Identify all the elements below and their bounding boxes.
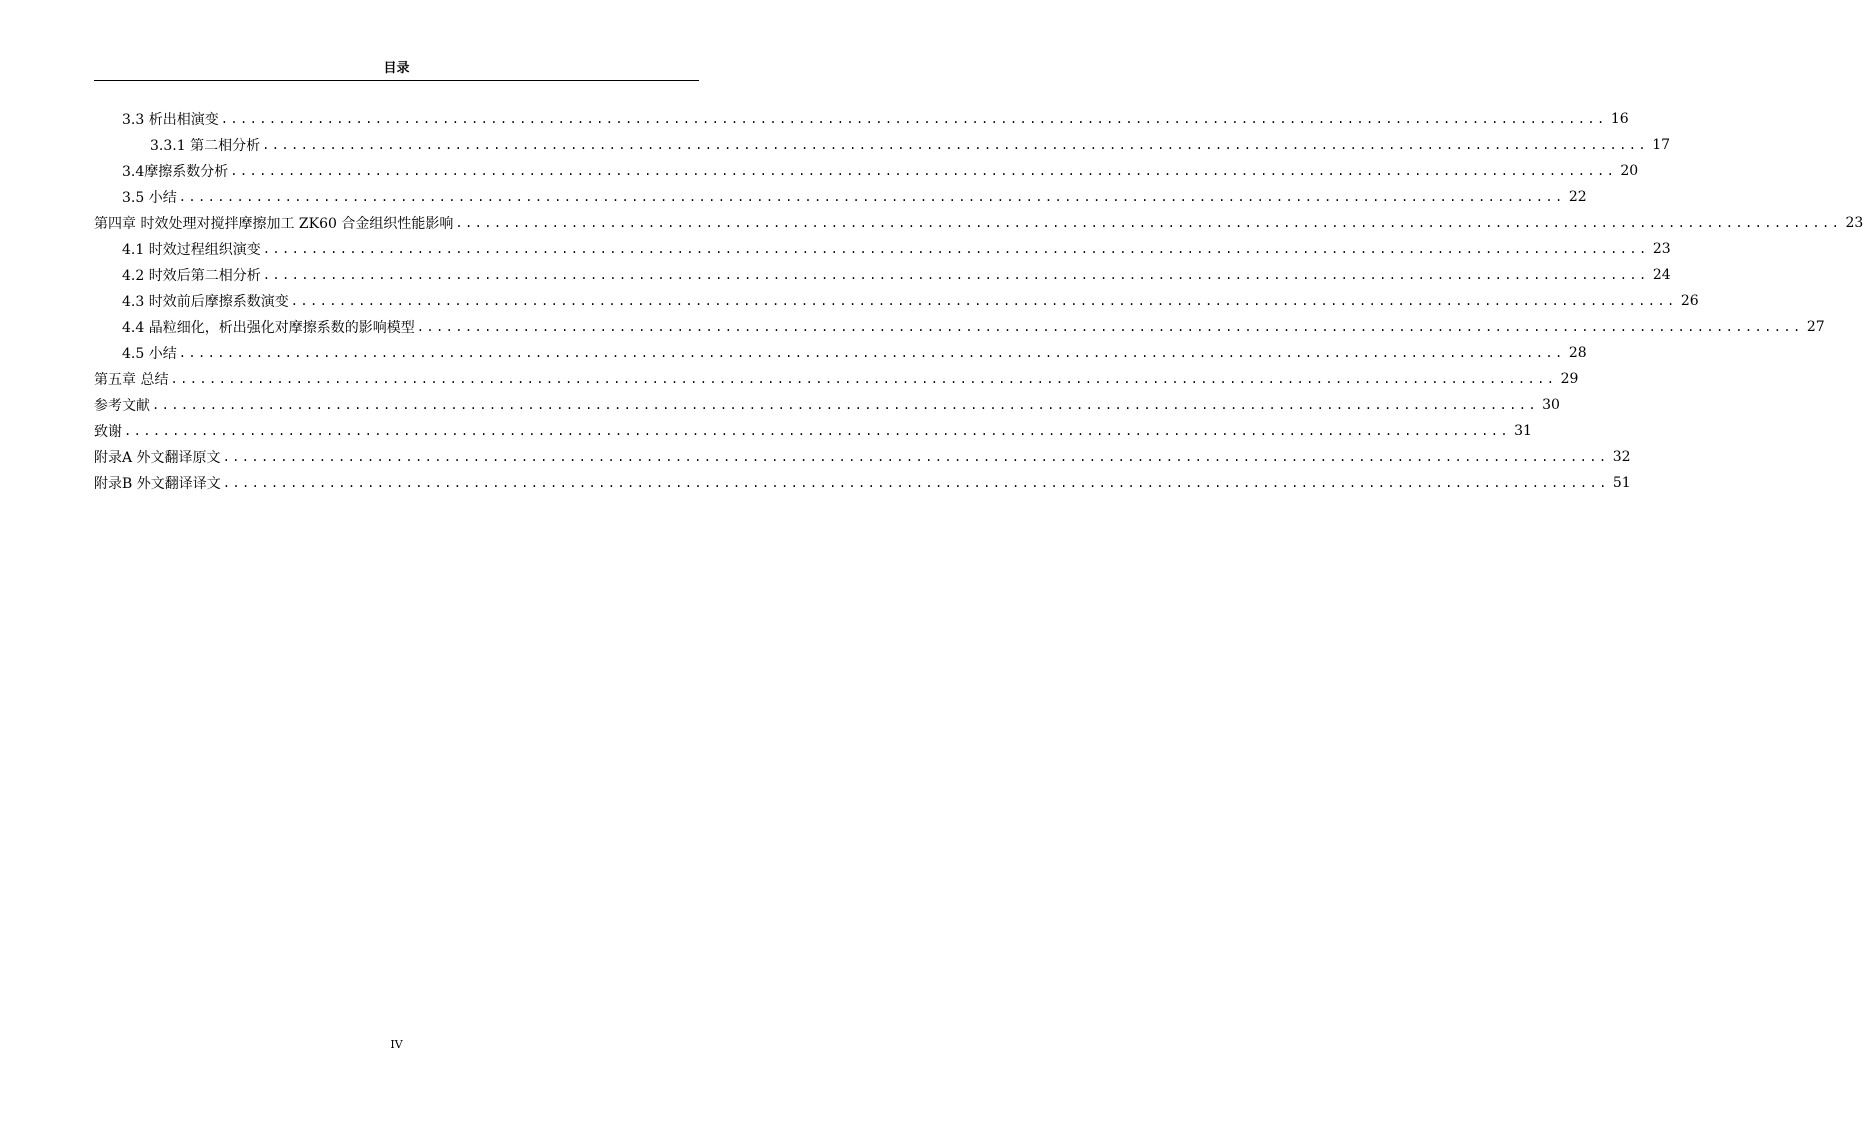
toc-leader-dots: ................................................................................................................................................ [170,372,1557,386]
toc-entry-page: 28 [1568,345,1587,361]
toc-entry-label: 4.5 小结 [122,346,177,362]
toc-entry-page: 23 [1652,241,1671,257]
toc-entry-page: 31 [1514,423,1532,439]
toc-entry-page: 20 [1620,163,1639,179]
toc-entry[interactable] [94,158,1639,184]
toc-entry[interactable] [94,132,1671,158]
page-number: IV [390,1038,403,1051]
toc-entry-label: 第四章 时效处理对搅拌摩擦加工 ZK60 合金组织性能影响 [94,216,454,232]
toc-entry[interactable] [94,210,1863,236]
toc-entry[interactable] [94,470,1631,496]
toc-leader-dots: ................................................................................................................................................ [152,398,1538,412]
toc-leader-dots: ................................................................................................................................................ [230,164,1617,178]
toc-entry-label: 4.1 时效过程组织演变 [122,242,261,258]
toc-entry[interactable] [94,236,1671,262]
page-header-title: 目录 [383,61,410,76]
toc-leader-dots: ................................................................................................................................................ [178,346,1565,360]
toc-leader-dots: ................................................................................................................................................ [178,190,1565,204]
toc-leader-dots: ................................................................................................................................................ [455,216,1842,230]
toc-entry-page: 16 [1610,111,1629,127]
toc-leader-dots: ................................................................................................................................................ [416,320,1803,334]
toc-entry[interactable] [94,262,1671,288]
toc-entry-label: 4.3 时效前后摩擦系数演变 [122,294,289,310]
toc-leader-dots: ................................................................................................................................................ [290,294,1677,308]
toc-entry[interactable] [94,314,1825,340]
toc-entry-page: 17 [1652,137,1671,153]
toc-entry-page: 27 [1806,319,1825,335]
toc-entry[interactable] [94,392,1560,418]
table-of-contents [94,106,1863,496]
toc-leader-dots: ................................................................................................................................................ [124,424,1510,438]
toc-entry[interactable] [94,340,1587,366]
toc-leader-dots: ................................................................................................................................................ [262,138,1649,152]
toc-entry-label: 参考文献 [94,398,150,414]
toc-entry-label: 附录B 外文翻译译文 [94,476,221,492]
toc-entry-page: 23 [1845,215,1863,231]
toc-leader-dots: ................................................................................................................................................ [222,476,1609,490]
toc-entry-page: 51 [1612,475,1631,491]
toc-entry[interactable] [94,184,1587,210]
toc-entry-label: 附录A 外文翻译原文 [94,450,221,466]
toc-entry-label: 致谢 [94,424,122,440]
toc-leader-dots: ................................................................................................................................................ [262,268,1649,282]
header-divider [94,80,699,81]
toc-entry[interactable] [94,288,1699,314]
toc-entry-page: 22 [1568,189,1587,205]
toc-entry-page: 30 [1542,397,1560,413]
toc-entry-page: 24 [1652,267,1671,283]
toc-entry[interactable] [94,444,1631,470]
toc-entry-label: 4.2 时效后第二相分析 [122,268,261,284]
toc-leader-dots: ................................................................................................................................................ [220,112,1607,126]
toc-entry-page: 32 [1612,449,1631,465]
toc-entry-page: 26 [1680,293,1699,309]
toc-entry-label: 3.3 析出相演变 [122,112,219,128]
toc-entry-label: 第五章 总结 [94,372,169,388]
toc-leader-dots: ................................................................................................................................................ [222,450,1609,464]
toc-entry[interactable] [94,106,1629,132]
toc-entry-label: 3.3.1 第二相分析 [150,138,261,154]
toc-leader-dots: ................................................................................................................................................ [262,242,1649,256]
toc-entry[interactable] [94,366,1579,392]
toc-entry-page: 29 [1560,371,1579,387]
toc-entry-label: 3.4摩擦系数分析 [122,164,229,180]
toc-entry-label: 4.4 晶粒细化，析出强化对摩擦系数的影响模型 [122,320,415,336]
toc-entry[interactable] [94,418,1532,444]
toc-entry-label: 3.5 小结 [122,190,177,206]
